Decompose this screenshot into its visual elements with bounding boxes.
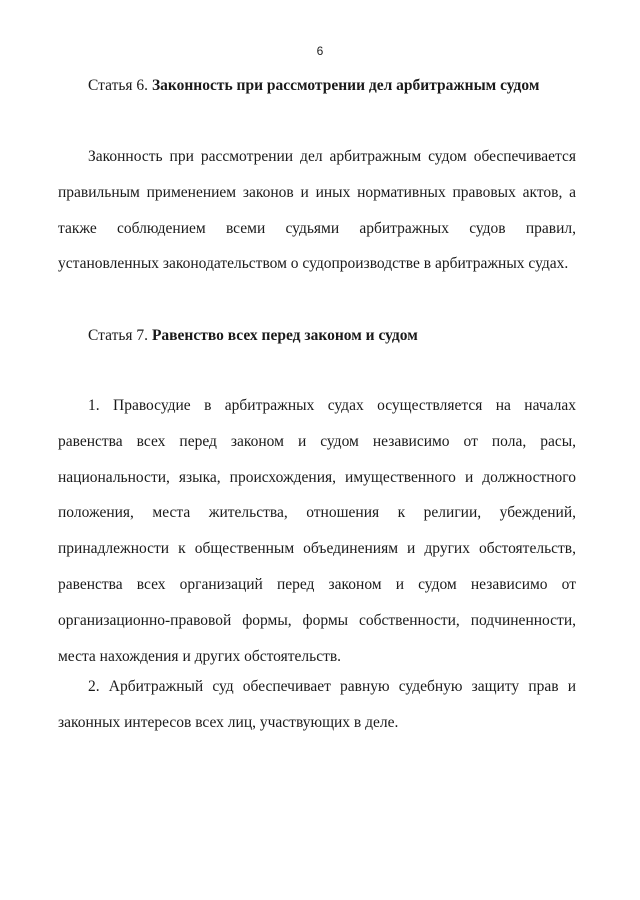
article-6-title: Законность при рассмотрении дел арбитражным судом xyxy=(151,77,540,94)
article-7-part-1: 1. Правосудие в арбитражных судах осуществляется на началах равенства всех перед законом и судом независимо от пола, расы, национальности, языка, происхождения, имущественного и должностного положения, места жительства, отношения к религии, убеждений, принадлежности к общественным объединениям и других обстоятельств, равенства всех организаций перед законом и судом независимо от организационно-правовой формы, формы собственности, подчиненности, места нахождения и других обстоятельств. xyxy=(58,397,576,665)
article-7-prefix: Статья 7. xyxy=(88,327,149,344)
article-7-title: Равенство всех перед законом и судом xyxy=(151,327,418,344)
page-number: 6 xyxy=(316,44,324,58)
article-7-heading xyxy=(88,326,418,346)
article-6-heading xyxy=(88,76,539,96)
article-6-prefix: Статья 6. xyxy=(88,77,149,94)
article-6-text: Законность при рассмотрении дел арбитражным судом обеспечивается правильным применением законов и иных нормативных правовых актов, а также соблюдением всеми судьями арбитражных судов правил, установленных законодательством о судопроизводстве в арбитражных судах. xyxy=(58,148,576,273)
article-7-part-2: 2. Арбитражный суд обеспечивает равную судебную защиту прав и законных интересов всех лиц, участвующих в деле. xyxy=(58,678,576,731)
